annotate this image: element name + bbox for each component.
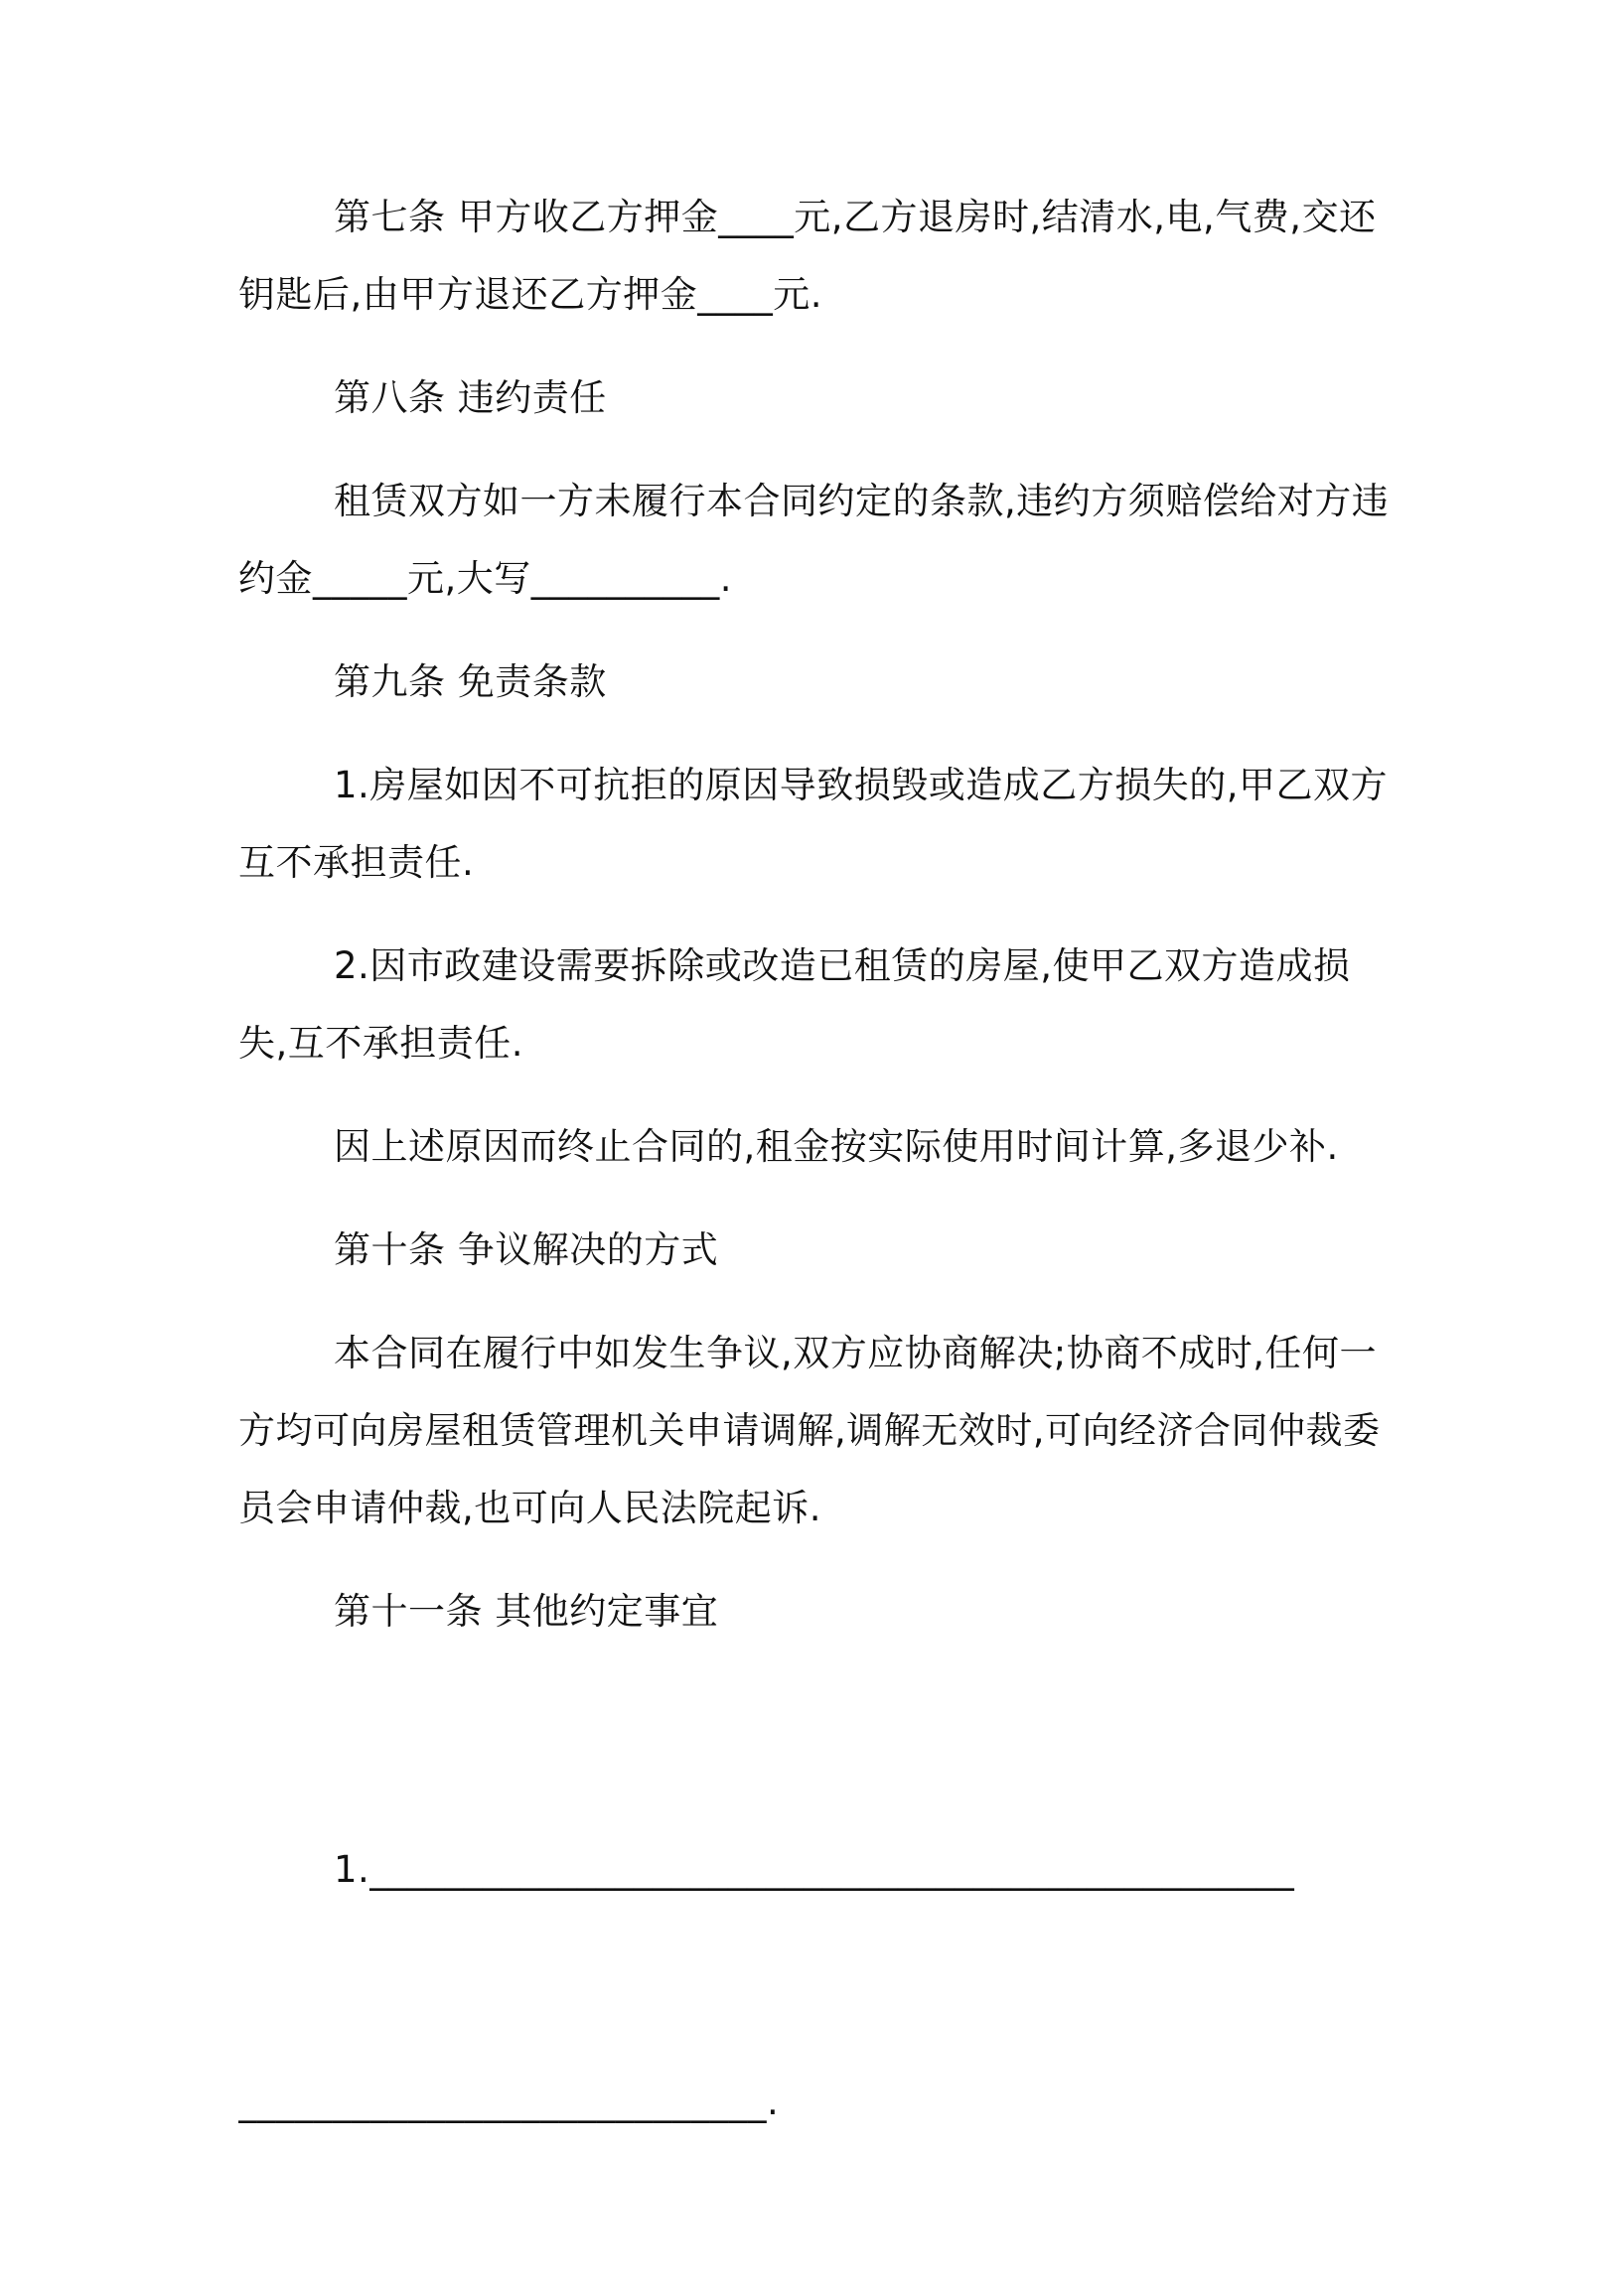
article-10-body: 本合同在履行中如发生争议,双方应协商解决;协商不成时,任何一方均可向房屋租赁管理机关申请调解,调解无效时,可向经济合同仲裁委员会申请仲裁,也可向人民法院起诉.	[238, 1332, 1381, 1529]
article-9-heading: 第九条 免责条款	[334, 660, 607, 703]
article-7-deposit: 第七条 甲方收乙方押金____元,乙方退房时,结清水,电,气费,交还钥匙后,由甲方退还乙方押金____元.	[238, 196, 1377, 316]
article-10-heading: 第十条 争议解决的方式	[334, 1228, 719, 1271]
article-9-item-2: 2.因市政建设需要拆除或改造已租赁的房屋,使甲乙双方造成损失,互不承担责任.	[238, 944, 1351, 1065]
blank-line-2: ____________________________.	[238, 2081, 780, 2123]
article-9-item-1: 1.房屋如因不可抗拒的原因导致损毁或造成乙方损失的,甲乙双方互不承担责任.	[238, 764, 1389, 884]
blank-line-1: 1._________________________________________________	[334, 1848, 1295, 1891]
article-11-heading: 第十一条 其他约定事宜	[334, 1590, 719, 1633]
article-11-item-1	[238, 1676, 1391, 2296]
article-8-heading: 第八条 违约责任	[334, 376, 607, 419]
article-8-body: 租赁双方如一方未履行本合同约定的条款,违约方须赔偿给对方违约金_____元,大写__________.	[238, 480, 1390, 600]
document-page	[238, 179, 1391, 2296]
article-9-note: 因上述原因而终止合同的,租金按实际使用时间计算,多退少补.	[334, 1125, 1339, 1168]
